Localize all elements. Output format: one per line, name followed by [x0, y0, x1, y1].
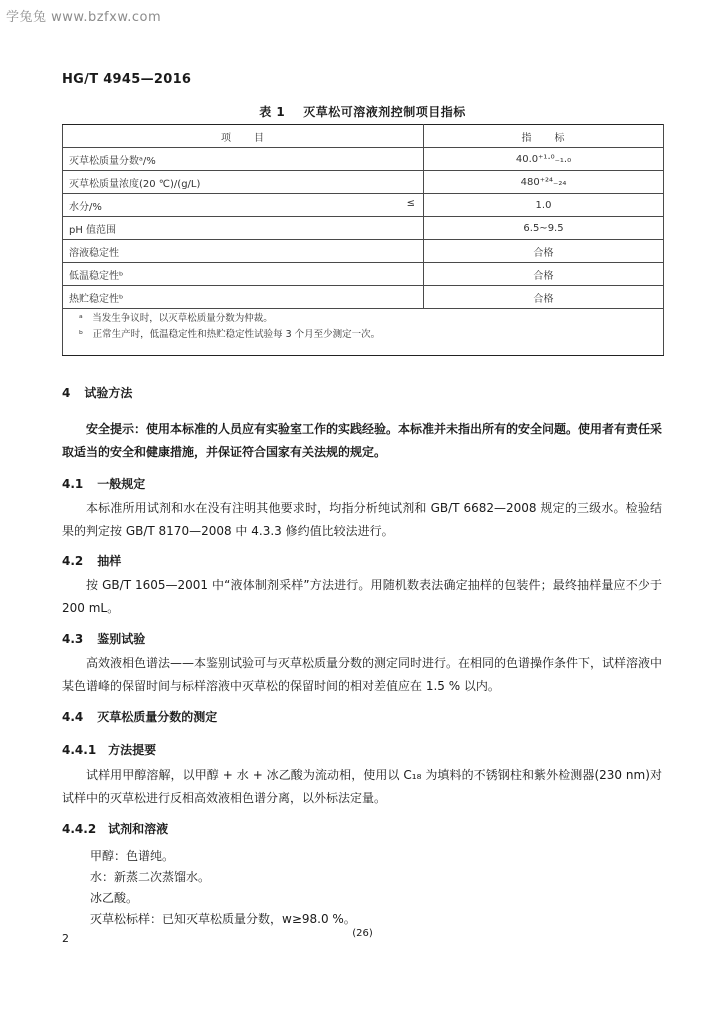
section-number: 4.4	[62, 710, 84, 724]
page-ref: (26)	[352, 928, 373, 939]
table-title	[0, 103, 725, 120]
section-4-4-2-heading	[62, 820, 168, 837]
row-value: 6.5~9.5	[424, 217, 664, 240]
row-value: 合格	[424, 286, 664, 309]
row-cmp: ≤	[406, 198, 415, 209]
table-row	[63, 194, 664, 217]
row-item	[63, 240, 424, 263]
section-number: 4.2	[62, 554, 84, 568]
watermark: 学兔兔 www.bzfxw.com	[6, 10, 162, 25]
spec-table	[62, 124, 664, 356]
section-4-4-heading	[62, 708, 217, 725]
row-value: 合格	[424, 240, 664, 263]
section-number: 4.4.1	[62, 743, 97, 757]
section-title: 抽样	[97, 554, 122, 568]
row-item	[63, 286, 424, 309]
page-number: 2	[62, 932, 69, 945]
safety-note: 安全提示：使用本标准的人员应有实验室工作的实践经验。本标准并未指出所有的安全问题。使用者有责任采取适当的安全和健康措施，并保证符合国家有关法规的规定。	[62, 422, 663, 459]
section-4-2-heading	[62, 552, 121, 569]
table-row	[63, 240, 664, 263]
section-title: 试验方法	[84, 386, 133, 400]
section-4-2-text: 按 GB/T 1605—2001 中“液体制剂采样”方法进行。用随机数表法确定抽样的包装件；最终抽样量应不少于 200 mL。	[62, 578, 662, 615]
row-item-label: 热贮稳定性ᵇ	[69, 293, 124, 305]
row-value: 合格	[424, 263, 664, 286]
section-title: 鉴别试验	[97, 632, 146, 646]
table-row	[63, 286, 664, 309]
reagent-item: 水：新蒸二次蒸馏水。	[90, 870, 211, 884]
section-number: 4.4.2	[62, 822, 97, 836]
header-value: 指 标	[424, 125, 664, 148]
section-4-heading	[62, 384, 132, 401]
table-header-row	[63, 125, 664, 148]
table-row	[63, 171, 664, 194]
row-item-label: 灭草松质量浓度(20 ℃)/(g/L)	[69, 178, 201, 190]
section-4-1-text: 本标准所用试剂和水在没有注明其他要求时，均指分析纯试剂和 GB/T 6682—2008 规定的三级水。检验结果的判定按 GB/T 8170—2008 中 4.3.3 修约值比较法进行。	[62, 501, 662, 538]
row-item-label: 灭草松质量分数ᵃ/%	[69, 155, 156, 167]
header-item: 项 目	[63, 125, 424, 148]
row-item-label: 低温稳定性ᵇ	[69, 270, 124, 282]
row-value: 1.0	[424, 194, 664, 217]
row-item	[63, 263, 424, 286]
row-item-label: pH 值范围	[69, 224, 117, 236]
table-row	[63, 217, 664, 240]
row-item	[63, 194, 424, 217]
row-item	[63, 217, 424, 240]
row-item-label: 溶液稳定性	[69, 247, 119, 259]
section-4-1-heading	[62, 475, 145, 492]
section-title: 一般规定	[97, 477, 146, 491]
section-4-3-text: 高效液相色谱法——本鉴别试验可与灭草松质量分数的测定同时进行。在相同的色谱操作条件下，试样溶液中某色谱峰的保留时间与标样溶液中灭草松的保留时间的相对差值应在 1.5 % 以内。	[62, 656, 663, 693]
row-item	[63, 171, 424, 194]
table-notes-row	[63, 309, 664, 356]
table-row	[63, 148, 664, 171]
section-4-4-1-heading	[62, 741, 156, 758]
reagent-item: 甲醇：色谱纯。	[90, 849, 175, 863]
reagent-item: 冰乙酸。	[90, 891, 139, 905]
row-value: 40.0⁺¹·⁰₋₁.₀	[424, 148, 664, 171]
section-number: 4.3	[62, 632, 84, 646]
table-note: ᵇ 正常生产时，低温稳定性和热贮稳定性试验每 3 个月至少测定一次。	[79, 329, 381, 340]
reagent-item: 灭草松标样：已知灭草松质量分数，w≥98.0 %。	[90, 912, 356, 926]
table-notes	[63, 309, 664, 356]
section-title: 方法提要	[108, 743, 157, 757]
table-row	[63, 263, 664, 286]
section-number: 4	[62, 386, 71, 400]
table-title-text: 灭草松可溶液剂控制项目指标	[303, 105, 466, 119]
section-4-3-heading	[62, 630, 145, 647]
section-4-4-1-text: 试样用甲醇溶解，以甲醇 + 水 + 冰乙酸为流动相，使用以 C₁₈ 为填料的不锈钢柱和紫外检测器(230 nm)对试样中的灭草松进行反相高效液相色谱分离，以外标法定量。	[62, 768, 662, 805]
section-title: 灭草松质量分数的测定	[97, 710, 218, 724]
table-title-number: 表 1	[259, 105, 286, 119]
row-item-label: 水分/%	[69, 201, 102, 213]
table-note: ᵃ 当发生争议时，以灭草松质量分数为仲裁。	[79, 313, 273, 324]
section-title: 试剂和溶液	[108, 822, 169, 836]
row-value: 480⁺²⁴₋₂₄	[424, 171, 664, 194]
section-number: 4.1	[62, 477, 84, 491]
row-item	[63, 148, 424, 171]
standard-number: HG/T 4945—2016	[62, 72, 192, 87]
